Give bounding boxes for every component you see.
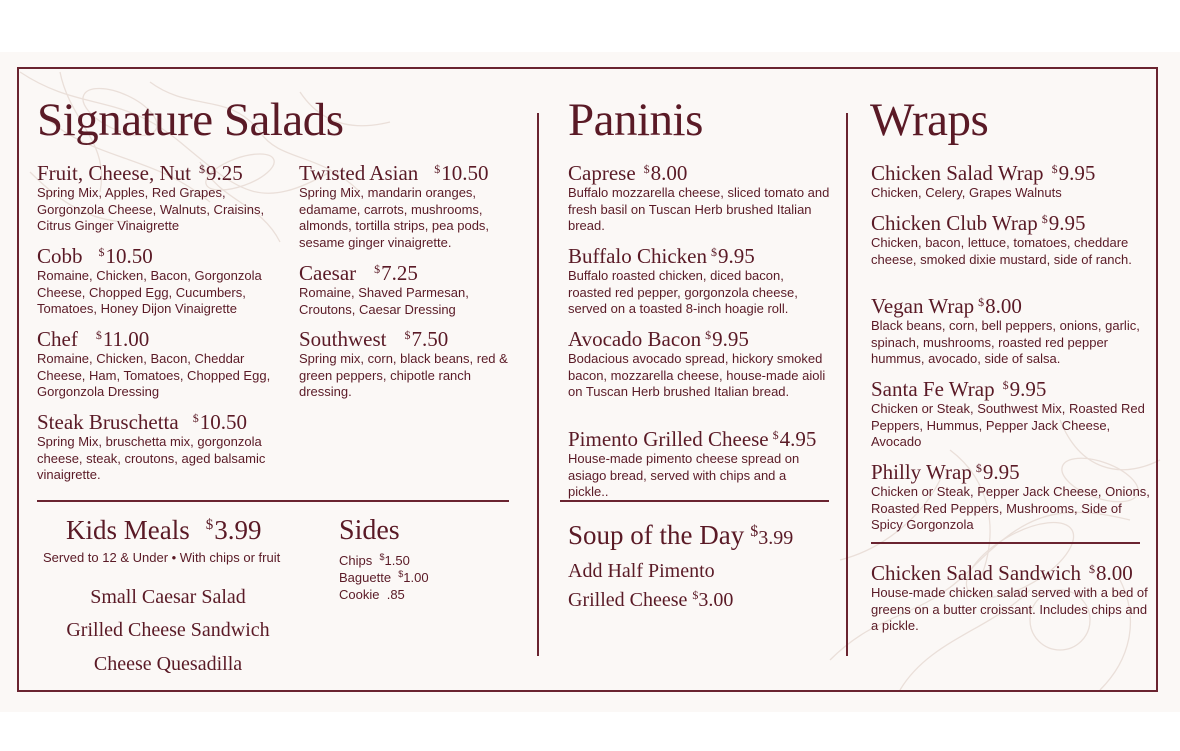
kids-meals-title: Kids Meals $3.99 [66, 515, 262, 545]
soup-add-on: Add Half Pimento Grilled Cheese $3.00 [568, 560, 734, 611]
item-price: $9.25 [198, 161, 243, 185]
kids-meal-item: Cheese Quesadilla [93, 653, 243, 675]
item-description: Chicken or Steak, Pepper Jack Cheese, Onions, Roasted Red Peppers, Mushrooms, Side of Spicy Gorgonzola [871, 484, 1150, 533]
wrap-item [871, 158, 1153, 202]
item-description: Chicken, Celery, Grapes Walnuts [871, 185, 1062, 200]
wrap-item [871, 291, 1153, 368]
item-description: Buffalo roasted chicken, diced bacon, roasted red pepper, gorgonzola cheese, served on a toasted 8-inch hoagie roll. [568, 268, 798, 317]
section-divider [37, 500, 509, 502]
item-name: Pimento Grilled Cheese [568, 427, 769, 451]
side-item: Chips $1.50 [339, 552, 410, 568]
item-description: Spring Mix, bruschetta mix, gorgonzola cheese, steak, croutons, aged balsamic vinaigrette. [37, 434, 266, 483]
item-price: $10.50 [434, 161, 489, 185]
item-price: $9.95 [711, 244, 755, 268]
column-divider [537, 113, 539, 656]
item-name: Caesar [299, 261, 357, 285]
item-description: Romaine, Chicken, Bacon, Cheddar Cheese, Ham, Tomatoes, Chopped Egg, Gorgonzola Dressing [37, 351, 271, 400]
item-name: Chicken Salad Wrap [871, 161, 1044, 185]
item-description: Spring Mix, Apples, Red Grapes, Gorgonzola Cheese, Walnuts, Craisins, Citrus Ginger Vinaigrette [37, 185, 265, 234]
item-description: Spring mix, corn, black beans, red & green peppers, chipotle ranch dressing. [299, 351, 508, 400]
salad-item [299, 158, 517, 251]
column-divider [846, 113, 848, 656]
item-name: Fruit, Cheese, Nut [37, 161, 191, 185]
salad-item [37, 407, 292, 484]
salad-item [299, 258, 517, 318]
wrap-item [871, 374, 1153, 451]
item-name: Twisted Asian [299, 161, 419, 185]
kids-meals-note: Served to 12 & Under • With chips or fruit [43, 550, 281, 565]
wrap-item [871, 457, 1153, 534]
item-price: $7.25 [374, 261, 418, 285]
item-name: Southwest [299, 327, 387, 351]
salad-item [299, 324, 517, 401]
soup-title: Soup of the Day $3.99 [568, 520, 794, 550]
section-divider [560, 500, 829, 502]
panini-item [568, 241, 830, 318]
item-price: $10.50 [98, 244, 153, 268]
panini-item [568, 324, 830, 401]
item-price: $9.95 [975, 460, 1020, 484]
panini-item [568, 424, 830, 501]
panini-item [568, 158, 830, 235]
item-price: $4.95 [772, 427, 817, 451]
item-price: $9.95 [1002, 377, 1047, 401]
item-name: Vegan Wrap [871, 294, 975, 318]
page-margin [0, 712, 1180, 751]
item-description: Chicken or Steak, Southwest Mix, Roasted Red Peppers, Hummus, Pepper Jack Cheese, Avocado [871, 401, 1145, 450]
item-price: $11.00 [95, 327, 150, 351]
kids-meal-item: Grilled Cheese Sandwich [66, 619, 270, 641]
item-price: $9.95 [1051, 161, 1096, 185]
item-description: House-made chicken salad served with a bed of greens on a butter croissant. Includes chips and a pickle. [871, 585, 1148, 634]
item-price: $8.00 [978, 294, 1022, 318]
item-description: Spring Mix, mandarin oranges, edamame, carrots, mushrooms, almonds, tortilla strips, pea pods, sesame ginger vinaigrette. [299, 185, 490, 250]
item-name: Chicken Salad Sandwich [871, 561, 1081, 585]
salad-item [37, 324, 292, 401]
item-name: Caprese [568, 161, 636, 185]
wrap-item [871, 208, 1153, 268]
item-name: Avocado Bacon [568, 327, 702, 351]
sides-title: Sides [339, 515, 400, 546]
paninis-heading: Paninis [568, 94, 703, 146]
item-description: Romaine, Shaved Parmesan, Croutons, Caesar Dressing [299, 285, 469, 317]
salads-heading: Signature Salads [37, 94, 344, 146]
item-name: Steak Bruschetta [37, 410, 179, 434]
item-name: Cobb [37, 244, 83, 268]
item-description: Romaine, Chicken, Bacon, Gorgonzola Cheese, Chopped Egg, Cucumbers, Tomatoes, Honey Dijon Vinaigrette [37, 268, 262, 317]
item-description: Buffalo mozzarella cheese, sliced tomato and fresh basil on Tuscan Herb brushed Italian bread. [568, 185, 830, 234]
item-description: Chicken, bacon, lettuce, tomatoes, cheddare cheese, smoked dixie mustard, side of ranch. [871, 235, 1132, 267]
side-item: Cookie .85 [339, 587, 405, 602]
section-divider [871, 542, 1140, 544]
item-price: $9.95 [1041, 211, 1086, 235]
item-name: Chicken Club Wrap [871, 211, 1038, 235]
item-price: $8.00 [1088, 561, 1133, 585]
side-item: Baguette $1.00 [339, 569, 429, 585]
sandwich-item [871, 558, 1153, 635]
item-price: $7.50 [404, 327, 449, 351]
item-description: Black beans, corn, bell peppers, onions, garlic, spinach, mushrooms, roasted red pepper hummus, avocado, side of salsa. [871, 318, 1140, 367]
kids-meal-item: Small Caesar Salad [90, 586, 246, 608]
item-price: $10.50 [192, 410, 247, 434]
item-name: Chef [37, 327, 78, 351]
salad-item [37, 158, 292, 235]
item-description: House-made pimento cheese spread on asiago bread, served with chips and a pickle.. [568, 451, 800, 500]
item-name: Buffalo Chicken [568, 244, 708, 268]
item-description: Bodacious avocado spread, hickory smoked bacon, mozzarella cheese, house-made aioli on Tuscan Herb brushed Italian bread. [568, 351, 826, 400]
item-name: Philly Wrap [871, 460, 972, 484]
wraps-heading: Wraps [870, 94, 989, 146]
item-name: Santa Fe Wrap [871, 377, 995, 401]
salad-item [37, 241, 292, 318]
item-price: $9.95 [705, 327, 749, 351]
item-price: $8.00 [643, 161, 688, 185]
